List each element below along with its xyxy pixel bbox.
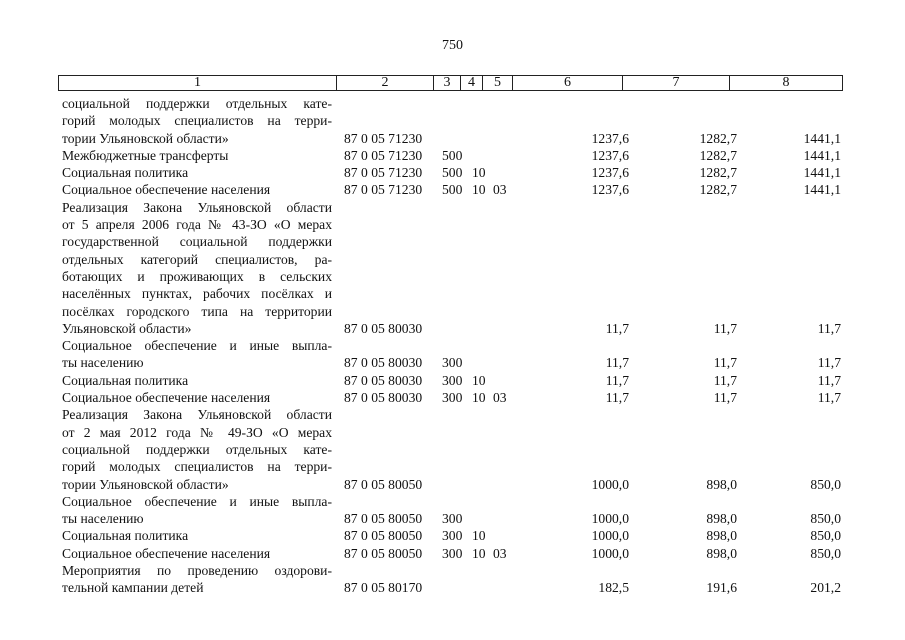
row-value-col8: 11,7	[817, 320, 841, 336]
row-value-col8: 1441,1	[803, 182, 841, 198]
row-code: 87 0 05 80030	[344, 390, 423, 406]
column-header-1: 1	[59, 76, 337, 91]
row-name	[62, 95, 332, 147]
row-expense-type	[442, 320, 472, 337]
row-expense-type: 300	[442, 528, 463, 544]
row-code: 87 0 05 71230	[344, 130, 423, 146]
row-name	[62, 545, 332, 562]
row-name-line: тельной кампании детей	[62, 580, 204, 596]
row-value-col7: 11,7	[713, 320, 737, 336]
row-subsection	[493, 164, 519, 181]
row-name-line: государственной социальной поддержки	[62, 234, 332, 250]
row-name-line: посёлках городского типа на территории	[62, 303, 332, 319]
row-name-line: Социальное обеспечение населения	[62, 545, 271, 561]
column-header-3: 3	[434, 76, 461, 91]
row-code: 87 0 05 80050	[344, 545, 423, 561]
table-row	[62, 337, 842, 372]
table-row	[62, 147, 842, 164]
row-value-col8: 11,7	[817, 390, 841, 406]
row-value-col6: 1237,6	[591, 147, 629, 163]
row-code: 87 0 05 80050	[344, 476, 423, 492]
row-name-line: горий молодых специалистов на терри-	[62, 113, 332, 129]
table-row	[62, 545, 842, 562]
row-name-line: горий молодых специалистов на терри-	[62, 459, 332, 475]
row-subsection	[493, 372, 519, 389]
row-value-col6: 1000,0	[591, 476, 629, 492]
row-value-col7: 1282,7	[699, 165, 737, 181]
row-subsection	[493, 579, 519, 596]
row-section	[472, 476, 493, 493]
row-name	[62, 389, 332, 406]
row-name	[62, 199, 332, 337]
row-code: 87 0 05 80050	[344, 528, 423, 544]
row-value-col8: 850,0	[810, 528, 841, 544]
table-row	[62, 389, 842, 406]
row-code: 87 0 05 71230	[344, 147, 423, 163]
table-row	[62, 199, 842, 337]
row-name-line: Социальное обеспечение и иные выпла-	[62, 338, 332, 354]
row-name	[62, 147, 332, 164]
row-name-line: отдельных категорий специалистов, ра-	[62, 251, 332, 267]
row-subsection: 03	[493, 390, 507, 406]
row-name-line: Межбюджетные трансферты	[62, 147, 229, 163]
row-name	[62, 493, 332, 528]
table-row	[62, 181, 842, 198]
row-subsection	[493, 147, 519, 164]
column-header-5: 5	[483, 76, 513, 91]
row-name-line: Социальное обеспечение населения	[62, 390, 271, 406]
column-header-4: 4	[461, 76, 483, 91]
row-expense-type: 300	[442, 545, 463, 561]
row-name	[62, 181, 332, 198]
row-value-col6: 11,7	[605, 320, 629, 336]
row-name	[62, 562, 332, 597]
row-name-line: ботающих и проживающих в сельских	[62, 268, 332, 284]
row-value-col8: 11,7	[817, 355, 841, 371]
budget-table-body	[62, 95, 842, 597]
row-value-col8: 1441,1	[803, 147, 841, 163]
row-subsection	[493, 510, 519, 527]
table-row	[62, 164, 842, 181]
row-code: 87 0 05 80170	[344, 580, 423, 596]
row-value-col8: 201,2	[810, 580, 841, 596]
table-row	[62, 95, 842, 147]
row-name-line: Социальное обеспечение и иные выпла-	[62, 493, 332, 509]
row-expense-type	[442, 579, 472, 596]
row-value-col6: 11,7	[605, 390, 629, 406]
row-value-col7: 1282,7	[699, 182, 737, 198]
row-value-col7: 898,0	[706, 511, 737, 527]
row-value-col8: 11,7	[817, 372, 841, 388]
column-header-2: 2	[337, 76, 434, 91]
row-name-line: Социальная политика	[62, 528, 189, 544]
row-section	[472, 510, 493, 527]
table-row	[62, 527, 842, 544]
row-value-col7: 898,0	[706, 476, 737, 492]
row-value-col7: 11,7	[713, 372, 737, 388]
row-code: 87 0 05 80050	[344, 511, 423, 527]
row-name-line: тории Ульяновской области»	[62, 130, 229, 146]
row-value-col8: 850,0	[810, 476, 841, 492]
row-code: 87 0 05 71230	[344, 182, 423, 198]
row-section: 10	[472, 390, 486, 406]
table-row	[62, 406, 842, 492]
row-name-line: ты населению	[62, 511, 144, 527]
page-number: 750	[442, 38, 463, 53]
row-code: 87 0 05 71230	[344, 165, 423, 181]
row-expense-type: 500	[442, 147, 463, 163]
column-header-table	[58, 75, 843, 91]
row-expense-type: 300	[442, 390, 463, 406]
row-name-line: Ульяновской области»	[62, 320, 192, 336]
row-value-col6: 1000,0	[591, 511, 629, 527]
row-subsection: 03	[493, 545, 507, 561]
row-section	[472, 354, 493, 371]
row-value-col7: 11,7	[713, 390, 737, 406]
row-code: 87 0 05 80030	[344, 355, 423, 371]
row-name-line: населённых пунктах, рабочих посёлках и	[62, 286, 332, 302]
row-expense-type: 300	[442, 511, 463, 527]
column-header-6: 6	[513, 76, 623, 91]
column-header-8: 8	[730, 76, 843, 91]
column-header-row	[59, 76, 843, 91]
row-section	[472, 147, 493, 164]
row-section	[472, 130, 493, 147]
row-value-col8: 850,0	[810, 545, 841, 561]
row-value-col6: 1237,6	[591, 130, 629, 146]
row-value-col6: 11,7	[605, 372, 629, 388]
column-header-7: 7	[623, 76, 730, 91]
row-value-col6: 1237,6	[591, 182, 629, 198]
row-section: 10	[472, 528, 486, 544]
row-name-line: Социальная политика	[62, 372, 189, 388]
row-name-line: Социальная политика	[62, 165, 189, 181]
row-value-col7: 898,0	[706, 545, 737, 561]
row-name-line: Социальное обеспечение населения	[62, 182, 271, 198]
row-name-line: ты населению	[62, 355, 144, 371]
row-name-line: Мероприятия по проведению оздорови-	[62, 563, 332, 579]
table-row	[62, 372, 842, 389]
row-subsection	[493, 320, 519, 337]
row-value-col6: 1237,6	[591, 165, 629, 181]
row-subsection	[493, 476, 519, 493]
row-expense-type	[442, 130, 472, 147]
row-value-col6: 1000,0	[591, 545, 629, 561]
row-value-col6: 182,5	[598, 580, 629, 596]
row-section	[472, 320, 493, 337]
row-expense-type	[442, 476, 472, 493]
row-section	[472, 579, 493, 596]
row-name-line: Реализация Закона Ульяновской области	[62, 407, 332, 423]
row-subsection	[493, 130, 519, 147]
row-name	[62, 527, 332, 544]
row-subsection	[493, 354, 519, 371]
row-value-col7: 1282,7	[699, 147, 737, 163]
row-expense-type: 300	[442, 355, 463, 371]
row-name	[62, 406, 332, 492]
row-value-col7: 1282,7	[699, 130, 737, 146]
row-section: 10	[472, 182, 486, 198]
row-section: 10	[472, 545, 486, 561]
row-code: 87 0 05 80030	[344, 372, 423, 388]
table-row	[62, 493, 842, 528]
row-name-line: от 5 апреля 2006 года № 43-ЗО «О мерах	[62, 217, 332, 233]
row-expense-type: 500	[442, 165, 463, 181]
row-name	[62, 164, 332, 181]
row-name-line: социальной поддержки отдельных кате-	[62, 96, 332, 111]
row-value-col8: 1441,1	[803, 130, 841, 146]
row-value-col6: 1000,0	[591, 528, 629, 544]
row-value-col8: 850,0	[810, 511, 841, 527]
row-value-col7: 11,7	[713, 355, 737, 371]
row-name	[62, 372, 332, 389]
row-expense-type: 500	[442, 182, 463, 198]
row-name-line: тории Ульяновской области»	[62, 476, 229, 492]
row-code: 87 0 05 80030	[344, 320, 423, 336]
row-expense-type: 300	[442, 372, 463, 388]
row-section: 10	[472, 372, 486, 388]
table-row	[62, 562, 842, 597]
row-name-line: социальной поддержки отдельных кате-	[62, 441, 332, 457]
row-name-line: от 2 мая 2012 года № 49-ЗО «О мерах	[62, 424, 332, 440]
row-subsection: 03	[493, 182, 507, 198]
row-name	[62, 337, 332, 372]
row-name-line: Реализация Закона Ульяновской области	[62, 199, 332, 215]
row-value-col7: 898,0	[706, 528, 737, 544]
row-value-col6: 11,7	[605, 355, 629, 371]
row-value-col8: 1441,1	[803, 165, 841, 181]
row-subsection	[493, 527, 519, 544]
row-section: 10	[472, 165, 486, 181]
row-value-col7: 191,6	[706, 580, 737, 596]
